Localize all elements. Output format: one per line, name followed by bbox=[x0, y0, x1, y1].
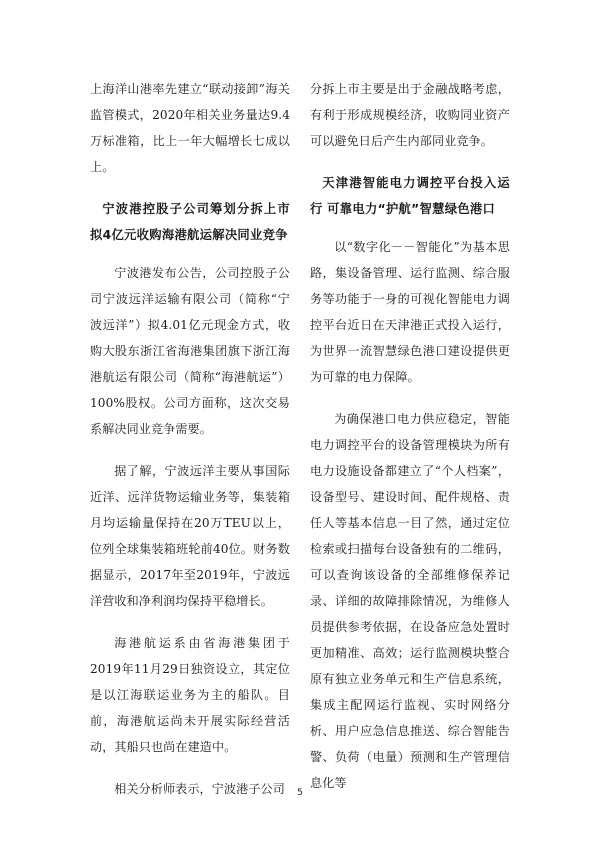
paragraph: 据了解，宁波远洋主要从事国际近洋、远洋货物运输业务等，集装箱月均运输量保持在20万TEU以上，位列全球集装箱班轮前40位。财务数据显示，2017年至2019年，宁波远洋营收和净利润均保持平稳增长。 bbox=[90, 464, 290, 608]
paragraph-continued: 分拆上市主要是出于金融战略考虑，有利于形成规模经济，收购同业资产可以避免日后产生内部同业竞争。 bbox=[310, 82, 510, 148]
page-number: 5 bbox=[297, 788, 303, 798]
right-column bbox=[310, 76, 510, 812]
paragraph: 以“数字化－－智能化”为基本思路，集设备管理、运行监测、综合服务等功能于一身的可视化智能电力调控平台近日在天津港正式投入运行，为世界一流智慧绿色港口建设提供更为可靠的电力保障。 bbox=[310, 240, 510, 384]
paragraph: 宁波港发布公告，公司控股子公司宁波远洋运输有限公司（简称“宁波远洋”）拟4.01亿元现金方式，收购大股东浙江省海港集团旗下浙江海港航运有限公司（简称“海港航运”）100%股权。公司方面称，这次交易系解决同业竞争需要。 bbox=[90, 266, 290, 436]
paragraph: 为确保港口电力供应稳定，智能电力调控平台的设备管理模块为所有电力设施设备都建立了“个人档案”，设备型号、建设时间、配件规格、责任人等基本信息一目了然，通过定位检索或扫描每台设备独有的二维码，可以查询该设备的全部维修保养记录、详细的故障排除情况，为维修人员提供参考依据，在设备应急处置时更加精准、高效；运行监测模块整合原有独立业务单元和生产信息系统，集成主配网运行监视、实时网络分析、用户应急信息推送、综合智能告警、负荷（电量）预测和生产管理信息化等 bbox=[310, 412, 510, 790]
left-column bbox=[90, 76, 290, 818]
paragraph: 相关分析师表示，宁波港子公司 bbox=[114, 782, 285, 796]
article-heading-tianjin: 天津港智能电力调控平台投入运行 可靠电力“护航”智慧绿色港口 bbox=[310, 176, 510, 216]
article-heading-ningbo: 宁波港控股子公司筹划分拆上市拟4亿元收购海港航运解决同业竞争 bbox=[90, 202, 290, 242]
paragraph-continued: 上海洋山港率先建立“联动接卸”海关监管模式，2020年相关业务量达9.4万标准箱，比上一年大幅增长七成以上。 bbox=[90, 82, 290, 174]
paragraph: 海港航运系由省海港集团于2019年11月29日独资设立，其定位是以江海联运业务为主的船队。目前，海港航运尚未开展实际经营活动，其船只也尚在建造中。 bbox=[90, 636, 290, 754]
